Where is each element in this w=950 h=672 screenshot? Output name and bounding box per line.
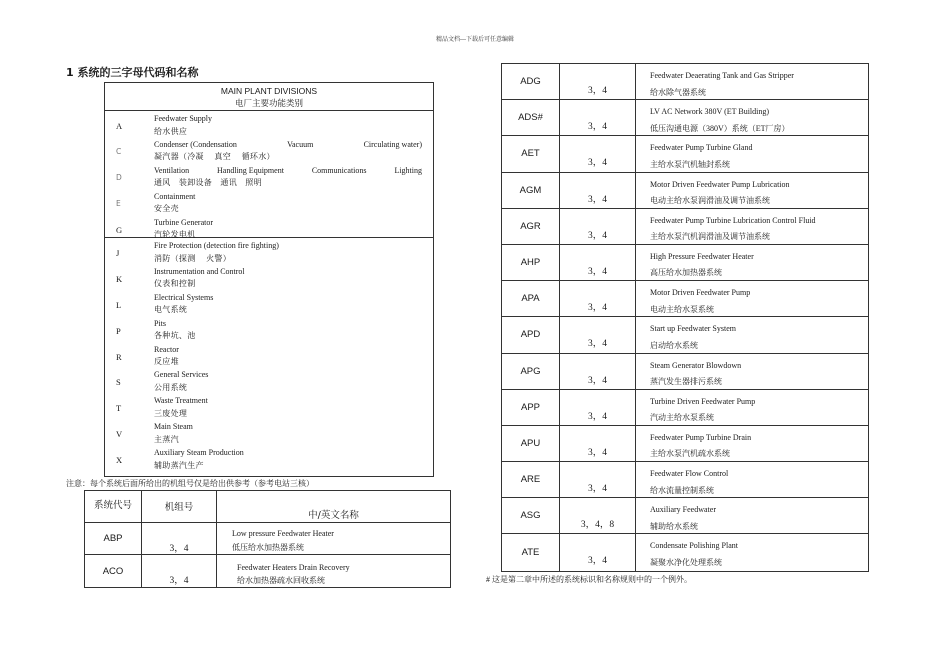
division-description — [154, 344, 422, 369]
system-name — [650, 140, 752, 173]
system-code: AHP — [502, 245, 560, 280]
name-cell — [636, 173, 868, 208]
table-row — [85, 555, 450, 587]
division-name-en-part: Feedwater Supply — [154, 114, 212, 123]
unit-number: 3，4 — [587, 375, 607, 386]
unit-cell — [560, 209, 636, 244]
division-name-en-part: Pits — [154, 318, 167, 328]
division-description — [154, 395, 422, 420]
system-name-zh: 汽动主给水泵系统 — [650, 413, 714, 423]
divisions-title-en: MAIN PLANT DIVISIONS — [220, 86, 318, 96]
system-name — [232, 527, 334, 555]
unit-cell — [560, 281, 636, 316]
system-name-en: Turbine Driven Feedwater Pump — [650, 396, 756, 406]
systems-table-right — [501, 63, 869, 572]
division-name-en-part: Ventilation — [154, 165, 190, 175]
division-name-en-part: Waste Treatment — [154, 396, 208, 406]
system-name-zh: 高压给水加热器系统 — [650, 268, 722, 278]
system-code: ASG — [502, 498, 560, 533]
reference-note: 注意：每个系统后面所给出的机组号仅是给出供参考（参考电站三核） — [66, 479, 314, 488]
system-name-en: High Pressure Feedwater Heater — [650, 251, 754, 261]
system-name — [650, 502, 716, 535]
system-code: APU — [502, 426, 560, 461]
division-description — [154, 139, 422, 164]
table-row — [502, 426, 868, 462]
division-name-en-part: Handling Equipment — [217, 165, 284, 175]
division-name-en — [154, 139, 422, 152]
unit-cell — [560, 462, 636, 497]
division-name-zh: 主蒸汽 — [154, 434, 179, 444]
system-name — [650, 466, 728, 499]
table-row — [502, 209, 868, 245]
system-code: AGM — [502, 173, 560, 208]
division-row — [105, 318, 433, 344]
division-row — [105, 447, 433, 473]
division-name-zh: 公用系统 — [154, 383, 188, 393]
division-name-en — [154, 344, 422, 357]
division-name-en — [154, 266, 422, 279]
system-code: APP — [502, 390, 560, 425]
unit-number: 3，4 — [587, 194, 607, 205]
division-row — [105, 139, 433, 165]
table-row — [502, 317, 868, 353]
division-code: S — [116, 377, 121, 388]
division-code: L — [116, 299, 122, 310]
unit-number: 3，4 — [169, 576, 189, 586]
system-name-en: Start up Feedwater System — [650, 324, 736, 334]
unit-number: 3，4 — [587, 484, 607, 495]
division-row — [105, 266, 433, 292]
system-name-zh: 电动主给水泵润滑油及调节油系统 — [650, 196, 770, 206]
unit-cell — [560, 136, 636, 171]
footnote: # 这是第二章中所述的系统标识和名称规则中的一个例外。 — [486, 575, 692, 584]
system-name — [650, 394, 755, 427]
name-cell — [217, 555, 450, 587]
system-code: ADS# — [502, 100, 560, 135]
table-row — [502, 462, 868, 498]
division-description — [154, 266, 422, 291]
system-name — [650, 358, 741, 391]
system-name-en: Steam Generator Blowdown — [650, 360, 742, 370]
name-cell — [636, 209, 868, 244]
division-name-en-part: Vacuum — [287, 139, 314, 149]
table-row — [502, 534, 868, 570]
system-name — [650, 285, 750, 318]
system-code: ADG — [502, 64, 560, 99]
division-description — [154, 369, 422, 394]
table-row — [502, 390, 868, 426]
division-name-en — [154, 165, 422, 178]
unit-cell — [142, 523, 217, 554]
unit-cell — [560, 64, 636, 99]
division-row — [105, 395, 433, 421]
division-code: R — [116, 351, 122, 362]
division-row — [105, 165, 433, 191]
name-cell — [636, 317, 868, 352]
system-code: APG — [502, 354, 560, 389]
division-name-en-part: Containment — [154, 191, 196, 201]
system-name-zh: 辅助给水系统 — [650, 521, 698, 531]
division-name-en — [154, 292, 422, 305]
division-name-zh: 仪表和控制 — [154, 279, 196, 289]
system-name — [650, 321, 736, 354]
division-name-en-part: Instrumentation and Control — [154, 266, 245, 276]
division-name-zh: 汽轮发电机 — [154, 230, 196, 240]
unit-number: 3，4 — [587, 158, 607, 169]
division-name-zh: 各种坑、池 — [154, 331, 196, 341]
division-code: E — [116, 198, 121, 208]
division-name-zh: 辅助蒸汽生产 — [154, 460, 204, 470]
division-name-en-part: Auxiliary Steam Production — [154, 448, 244, 458]
divisions-header — [105, 83, 433, 111]
system-name — [650, 177, 790, 210]
division-name-en — [154, 421, 422, 434]
system-name — [650, 104, 790, 137]
header-unit-number: 机组号 — [164, 502, 194, 513]
division-description — [154, 165, 422, 190]
division-description — [154, 292, 422, 317]
header-name: 中/英文名称 — [308, 510, 359, 521]
division-name-en — [154, 240, 422, 253]
system-code: APD — [502, 317, 560, 352]
plant-divisions-table — [104, 82, 434, 477]
division-name-en-part: Lighting — [394, 165, 422, 175]
division-name-en-part: Fire Protection (detection fire fighting) — [154, 241, 279, 250]
system-name-en: Feedwater Pump Turbine Drain — [650, 432, 752, 442]
division-row — [105, 292, 433, 318]
division-description — [154, 113, 422, 138]
name-cell — [636, 498, 868, 533]
division-name-en-part: General Services — [154, 370, 209, 380]
system-name-zh: 主给水泵汽机疏水系统 — [650, 449, 730, 459]
division-name-en — [154, 113, 422, 126]
division-name-zh: 反应堆 — [154, 357, 179, 367]
unit-number: 3，4，8 — [580, 520, 615, 531]
page-header: 精品文档---下载后可任意编辑 — [436, 37, 514, 43]
name-cell — [636, 64, 868, 99]
unit-cell — [560, 390, 636, 425]
division-code: A — [116, 121, 123, 131]
system-name — [650, 68, 794, 101]
system-code: AGR — [502, 209, 560, 244]
unit-cell — [560, 173, 636, 208]
unit-cell — [560, 426, 636, 461]
system-name-zh: 低压给水加热器系统 — [232, 543, 304, 552]
system-code: AET — [502, 136, 560, 171]
division-name-en-part: Electrical Systems — [154, 292, 214, 302]
division-name-en-part: Main Steam — [154, 422, 193, 432]
table-row — [502, 136, 868, 172]
division-name-zh: 通风 装卸设备 通讯 照明 — [154, 178, 262, 188]
system-name-en: Feedwater Heaters Drain Recovery — [237, 563, 350, 572]
division-name-en-part: Turbine Generator — [154, 217, 214, 227]
name-cell — [636, 281, 868, 316]
system-code: ACO — [85, 555, 142, 587]
table-row — [502, 354, 868, 390]
system-name — [237, 561, 350, 587]
division-row — [105, 344, 433, 370]
division-code: T — [116, 403, 122, 414]
division-name-en-part: Reactor — [154, 344, 179, 354]
division-code: X — [116, 455, 123, 466]
divisions-title-zh: 电厂主要功能类别 — [234, 98, 303, 108]
division-name-en — [154, 395, 422, 408]
name-cell — [636, 245, 868, 280]
division-name-en-part: Communications — [311, 165, 367, 175]
division-name-en — [154, 447, 422, 460]
division-description — [154, 191, 422, 216]
division-name-en — [154, 191, 422, 204]
table-row — [502, 245, 868, 281]
name-cell — [636, 390, 868, 425]
name-cell — [636, 426, 868, 461]
unit-cell — [560, 100, 636, 135]
table-row — [502, 173, 868, 209]
division-description — [154, 318, 422, 343]
division-name-zh: 三废处理 — [154, 408, 188, 418]
system-name — [650, 430, 751, 463]
unit-number: 3，4 — [587, 230, 607, 241]
division-name-zh: 消防（探测 火警） — [154, 253, 231, 263]
name-cell — [217, 523, 450, 554]
system-code: ABP — [85, 523, 142, 554]
division-name-en-part: Circulating water) — [363, 139, 422, 149]
system-name-zh: 低压沟通电源（380V）系统（ET厂房） — [650, 123, 790, 133]
unit-number: 3，4 — [587, 303, 607, 314]
table-row — [502, 281, 868, 317]
header-system-code: 系统代号 — [93, 499, 132, 511]
system-name-en: Low pressure Feedwater Heater — [232, 529, 334, 538]
unit-number: 3，4 — [587, 339, 607, 350]
name-cell — [636, 534, 868, 570]
division-name-en — [154, 369, 422, 382]
system-name-en: Auxiliary Feedwater — [650, 505, 716, 515]
section-title: 1 系统的三字母代码和名称 — [66, 66, 199, 79]
division-name-zh: 凝汽器（冷凝 真空 循环水） — [154, 152, 275, 162]
system-name-en: Feedwater Pump Turbine Lubrication Control Fluid — [650, 215, 816, 225]
system-name-zh: 启动给水系统 — [650, 340, 698, 350]
system-name — [650, 538, 738, 571]
unit-cell — [560, 354, 636, 389]
division-name-en-part: Condenser (Condensation — [154, 139, 237, 149]
unit-number: 3，4 — [587, 86, 607, 96]
division-description — [154, 421, 422, 446]
unit-cell — [560, 245, 636, 280]
system-name-zh: 给水加热器疏水回收系统 — [237, 576, 325, 585]
unit-cell — [560, 317, 636, 352]
system-name-en: Motor Driven Feedwater Pump Lubrication — [650, 179, 790, 189]
division-code: D — [116, 172, 122, 182]
division-code: P — [116, 325, 121, 336]
division-description — [154, 447, 422, 472]
table-row — [502, 498, 868, 534]
name-cell — [636, 462, 868, 497]
system-name-en: Feedwater Flow Control — [650, 469, 729, 479]
system-name-zh: 主给水泵汽机轴封系统 — [650, 159, 730, 169]
division-code: G — [116, 224, 123, 235]
system-name-en: Condensate Polishing Plant — [650, 541, 738, 551]
divisions-group-1 — [105, 111, 433, 238]
system-name-zh: 凝聚水净化处理系统 — [650, 557, 722, 567]
system-name-zh: 给水除气器系统 — [650, 87, 706, 97]
table-row — [502, 64, 868, 100]
division-row — [105, 421, 433, 447]
system-name-en: Feedwater Deaerating Tank and Gas Stripper — [650, 71, 794, 80]
unit-number: 3，4 — [587, 447, 607, 458]
table-row — [502, 100, 868, 136]
system-name — [650, 249, 754, 282]
division-code: J — [116, 248, 120, 258]
system-name-zh: 给水流量控制系统 — [650, 485, 714, 495]
unit-cell — [560, 498, 636, 533]
division-row — [105, 113, 433, 139]
unit-number: 3，4 — [169, 544, 189, 554]
division-code: C — [116, 146, 122, 156]
systems-table-header — [85, 491, 450, 523]
system-code: ATE — [502, 534, 560, 570]
division-code: V — [116, 429, 123, 440]
unit-number: 3，4 — [587, 556, 607, 567]
system-name-en: Motor Driven Feedwater Pump — [650, 288, 751, 298]
division-row — [105, 240, 433, 266]
division-code: K — [116, 273, 123, 284]
system-name — [650, 213, 816, 246]
system-code: ARE — [502, 462, 560, 497]
system-name-en: Feedwater Pump Turbine Gland — [650, 143, 753, 153]
table-row — [85, 523, 450, 555]
system-name-zh: 蒸汽发生器排污系统 — [650, 377, 722, 386]
division-name-zh: 电气系统 — [154, 305, 188, 315]
unit-number: 3，4 — [587, 122, 607, 133]
division-name-zh: 安全壳 — [154, 204, 179, 214]
name-cell — [636, 354, 868, 389]
division-description — [154, 240, 422, 265]
division-name-en — [154, 318, 422, 331]
division-name-en — [154, 217, 422, 230]
system-code: APA — [502, 281, 560, 316]
name-cell — [636, 136, 868, 171]
name-cell — [636, 100, 868, 135]
division-row — [105, 369, 433, 395]
unit-cell — [142, 555, 217, 587]
division-name-zh: 给水供应 — [154, 126, 188, 136]
system-name-zh: 电动主给水泵系统 — [650, 304, 714, 314]
system-name-zh: 主给水泵汽机润滑油及调节油系统 — [650, 232, 770, 242]
unit-cell — [560, 534, 636, 570]
unit-number: 3，4 — [587, 411, 607, 422]
system-name-en: LV AC Network 380V (ET Building) — [650, 107, 770, 117]
division-row — [105, 191, 433, 217]
systems-table-left — [84, 490, 451, 588]
unit-number: 3，4 — [587, 266, 607, 277]
divisions-group-2 — [105, 238, 433, 473]
